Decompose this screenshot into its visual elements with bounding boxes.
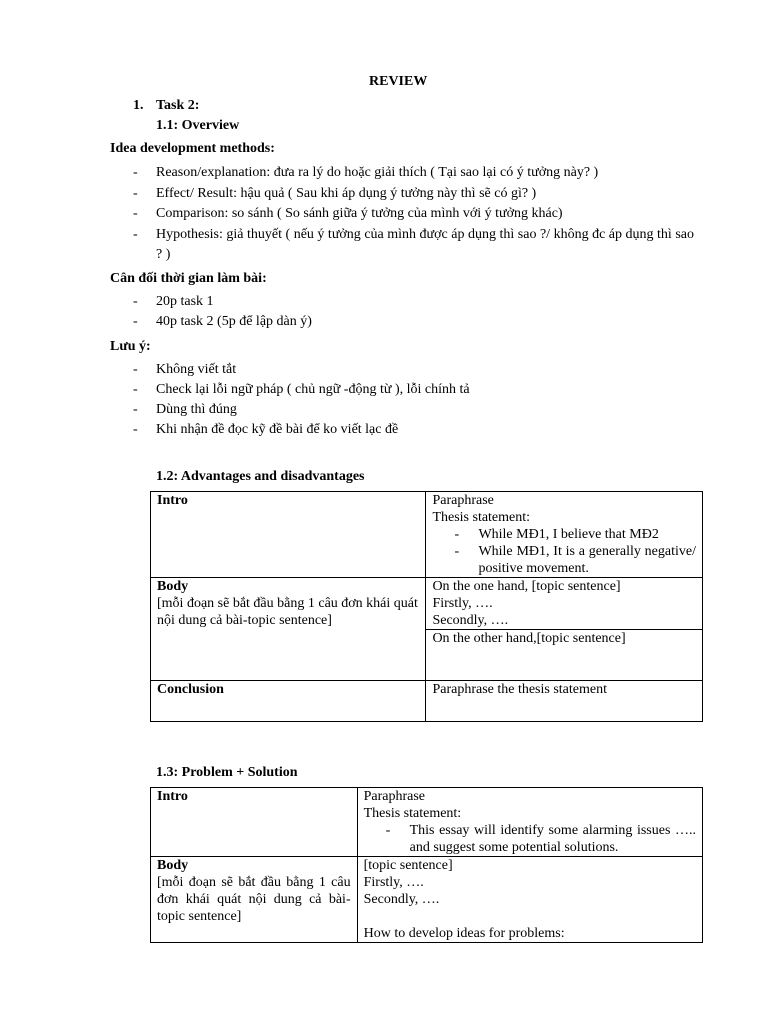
- paraphrase-text: Paraphrase: [363, 789, 426, 804]
- bullet-dash: -: [133, 362, 138, 377]
- table-row: [151, 492, 703, 578]
- list-item: [364, 822, 696, 856]
- body-note: [mỗi đoạn sẽ bắt đầu bằng 1 câu đơn khái quát nội dung cả bài-topic sentence]: [157, 596, 418, 628]
- list-item: Không viết tắt: [156, 362, 237, 377]
- list-item: Hypothesis: giả thuyết ( nếu ý tưởng của mình được áp dụng thì sao ?/ không đc áp dụng thì sao ? ): [156, 227, 694, 262]
- list-item: 20p task 1: [156, 294, 214, 309]
- body-note: [mỗi đoạn sẽ bắt đầu bằng 1 câu đơn khái quát nội dung cả bài-topic sentence]: [157, 875, 351, 924]
- body-line: Secondly, ….: [432, 613, 509, 628]
- task-heading: Task 2:: [156, 98, 200, 113]
- blank-line: [364, 908, 696, 925]
- table-row: [151, 681, 703, 722]
- list-item: Comparison: so sánh ( So sánh giữa ý tưởng của mình với ý tưởng khác): [156, 206, 563, 221]
- bullet-dash: -: [133, 206, 138, 221]
- table-cell: [151, 578, 426, 681]
- page-title: REVIEW: [369, 74, 428, 89]
- list-item-text: While MĐ1, It is a generally negative/ positive movement.: [478, 544, 696, 576]
- list-item: Effect/ Result: hậu quả ( Sau khi áp dụng ý tưởng này thì sẽ có gì? ): [156, 186, 537, 201]
- table-cell: [426, 492, 703, 578]
- body-label: Body: [157, 858, 189, 873]
- conclusion-label: Conclusion: [157, 682, 224, 697]
- section-heading-problem: 1.3: Problem + Solution: [156, 765, 298, 780]
- bullet-dash: -: [133, 402, 138, 417]
- advantages-table: [150, 491, 703, 722]
- table-cell: [151, 492, 426, 578]
- time-heading: Cân đối thời gian làm bài:: [110, 271, 267, 286]
- body-line: Secondly, ….: [363, 892, 440, 907]
- table-cell: [151, 681, 426, 722]
- table-cell: [151, 857, 358, 943]
- table-row: [151, 857, 703, 943]
- table-cell: [151, 788, 358, 857]
- thesis-label: Thesis statement:: [432, 510, 531, 525]
- list-item: [432, 543, 696, 577]
- body-line: Firstly, ….: [363, 875, 424, 890]
- list-item: 40p task 2 (5p để lập dàn ý): [156, 314, 312, 329]
- bullet-dash: -: [385, 823, 391, 838]
- section-heading-advantages: 1.2: Advantages and disadvantages: [156, 469, 365, 484]
- conclusion-text: Paraphrase the thesis statement: [432, 682, 607, 697]
- list-item: Dùng thì đúng: [156, 402, 237, 417]
- table-cell: [426, 578, 703, 681]
- list-item-text: This essay will identify some alarming issues ….. and suggest some potential solutions.: [409, 823, 696, 855]
- thesis-label: Thesis statement:: [363, 806, 462, 821]
- list-item: Check lại lỗi ngữ pháp ( chủ ngữ -động từ ), lỗi chính tả: [156, 382, 470, 397]
- bullet-dash: -: [133, 186, 138, 201]
- idea-heading: Idea development methods:: [110, 141, 275, 156]
- overview-heading: 1.1: Overview: [156, 118, 240, 133]
- list-item-text: While MĐ1, I believe that MĐ2: [478, 527, 659, 542]
- table-cell: [357, 857, 702, 943]
- bullet-dash: -: [133, 227, 138, 242]
- bullet-dash: -: [133, 382, 138, 397]
- body-line: [topic sentence]: [363, 858, 453, 873]
- intro-label: Intro: [157, 789, 188, 804]
- intro-label: Intro: [157, 493, 188, 508]
- table-cell: [357, 788, 702, 857]
- body-line: Firstly, ….: [432, 596, 493, 611]
- body-other-hand: On the other hand,[topic sentence]: [426, 629, 702, 680]
- problem-table: [150, 787, 703, 943]
- note-heading: Lưu ý:: [110, 339, 151, 354]
- table-row: [151, 788, 703, 857]
- bullet-dash: -: [454, 544, 460, 559]
- table-row: [151, 578, 703, 681]
- list-marker: 1.: [133, 98, 144, 113]
- bullet-dash: -: [133, 314, 138, 329]
- body-line: On the one hand, [topic sentence]: [432, 579, 621, 594]
- table-cell: [426, 681, 703, 722]
- bullet-dash: -: [454, 527, 460, 542]
- body-label: Body: [157, 579, 189, 594]
- list-item: [432, 526, 696, 543]
- paraphrase-text: Paraphrase: [432, 493, 494, 508]
- body-line: How to develop ideas for problems:: [363, 926, 565, 941]
- list-item: Reason/explanation: đưa ra lý do hoặc giải thích ( Tại sao lại có ý tưởng này? ): [156, 165, 599, 180]
- bullet-dash: -: [133, 294, 138, 309]
- list-item: Khi nhận đề đọc kỹ đề bài để ko viết lạc đề: [156, 422, 399, 437]
- bullet-dash: -: [133, 422, 138, 437]
- bullet-dash: -: [133, 165, 138, 180]
